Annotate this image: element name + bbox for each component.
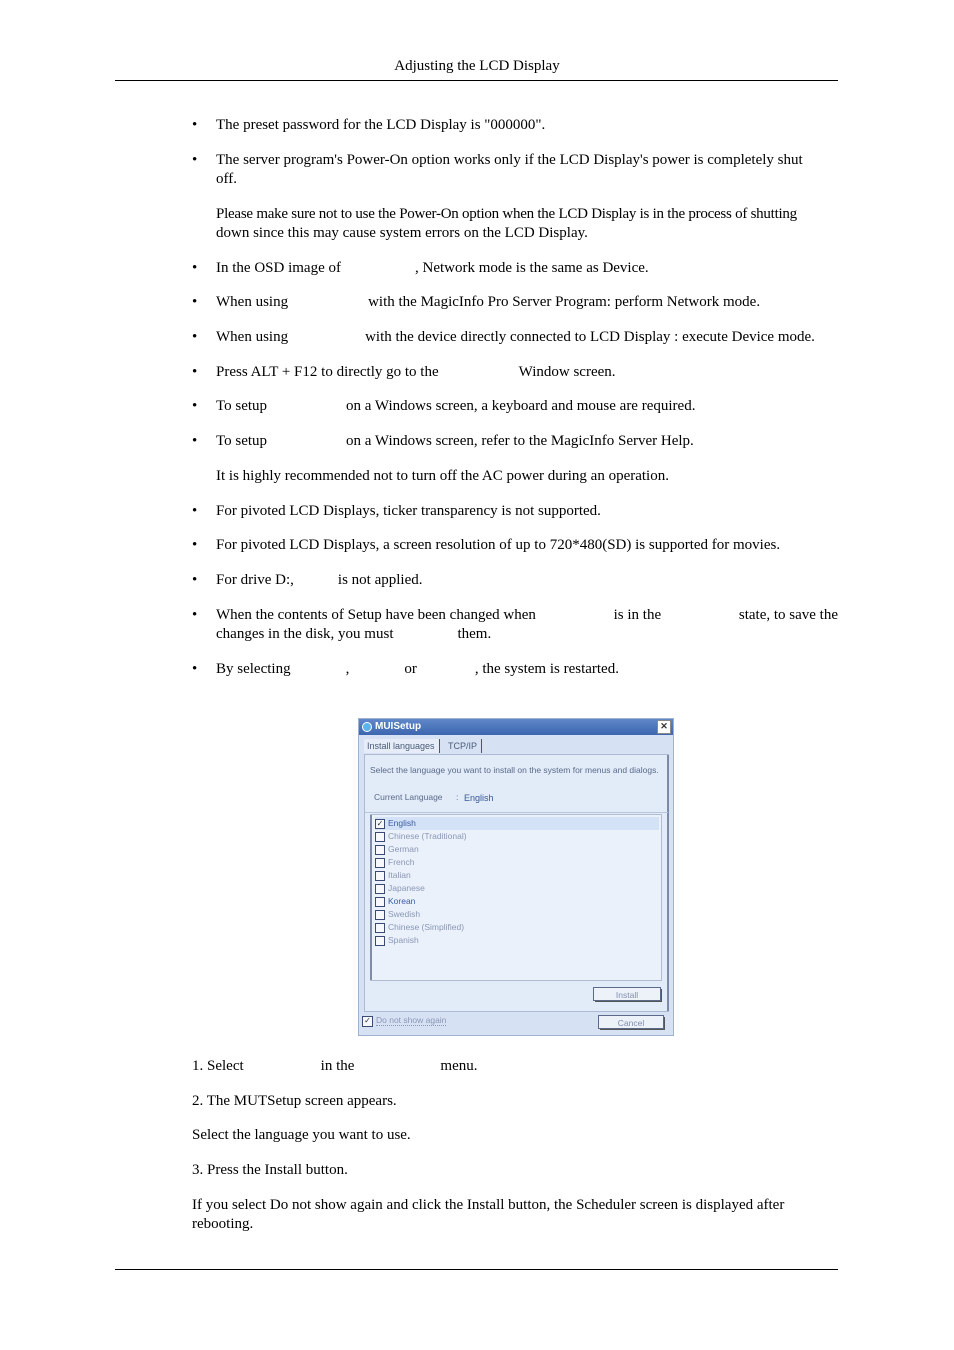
bullet-text [216, 328, 838, 347]
language-label: Chinese (Traditional) [388, 831, 467, 841]
install-button[interactable]: Install [593, 987, 661, 1001]
step-3: 3. Press the Install button. [192, 1162, 348, 1178]
text-part: menu. [440, 1058, 478, 1074]
bullet-line [216, 625, 838, 644]
text-part: When using [216, 294, 289, 310]
bullet-mark: • [192, 537, 198, 553]
language-list-item[interactable] [375, 843, 659, 856]
note-line: Please make sure not to use the Power-On option when the LCD Display is in the process of shutting [216, 206, 797, 222]
bullet-text: For pivoted LCD Displays, ticker transparency is not supported. [216, 503, 601, 519]
text-part: By selecting [216, 661, 291, 677]
language-label: Chinese (Simplified) [388, 922, 465, 932]
bullet-text [216, 151, 838, 189]
current-language-value: English [464, 793, 494, 803]
step-1 [192, 1057, 477, 1076]
language-label: Spanish [388, 935, 419, 945]
text-part: on a Windows screen, a keyboard and mouse are required. [346, 398, 696, 414]
bullet-text [216, 259, 838, 278]
language-list-item[interactable] [375, 869, 659, 882]
text-part: in the [320, 1058, 355, 1074]
note-line: down since this may cause system errors on the LCD Display. [216, 225, 588, 241]
text-part: changes in the disk, you must [216, 626, 394, 642]
globe-icon [362, 722, 372, 732]
bullet-text [216, 571, 838, 590]
language-checkbox[interactable] [375, 884, 385, 894]
language-label: Swedish [388, 909, 421, 919]
bullet-mark: • [192, 260, 198, 276]
step-4 [192, 1196, 838, 1234]
language-checkbox[interactable] [375, 897, 385, 907]
language-label: English [388, 818, 416, 828]
tab-install-languages[interactable]: Install languages [364, 739, 440, 753]
text-part: on a Windows screen, refer to the MagicInfo Server Help. [346, 433, 694, 449]
bullet-line: off. [216, 171, 237, 187]
bullet-mark: • [192, 398, 198, 414]
text-part: them. [457, 626, 492, 642]
do-not-show-checkbox[interactable] [362, 1016, 373, 1027]
bullet-mark: • [192, 364, 198, 380]
language-list-item[interactable] [375, 934, 659, 947]
bullet-text: The preset password for the LCD Display is "000000". [216, 117, 546, 133]
language-checkbox[interactable]: ✓ [376, 819, 384, 828]
footer-rule [115, 1269, 838, 1270]
note-paragraph: It is highly recommended not to turn off the AC power during an operation. [216, 468, 669, 484]
bullet-text [216, 660, 838, 679]
step-4-line: rebooting. [192, 1216, 254, 1232]
bullet-line: The server program's Power-On option works only if the LCD Display's power is completely shut [216, 152, 803, 168]
language-list[interactable] [370, 814, 662, 981]
tab-tcpip[interactable]: TCP/IP [445, 739, 482, 753]
muisetup-dialog [358, 718, 674, 1036]
language-label: Italian [388, 870, 411, 880]
close-icon[interactable]: ✕ [657, 720, 671, 734]
tab-panel [364, 754, 669, 1012]
text-part: When the contents of Setup have been changed when [216, 607, 536, 623]
language-list-item[interactable] [375, 895, 659, 908]
language-checkbox[interactable] [375, 923, 385, 933]
check-icon: ✓ [364, 1016, 371, 1025]
note-paragraph [216, 205, 838, 243]
bullet-mark: • [192, 503, 198, 519]
header-rule [115, 80, 838, 81]
language-list-item[interactable] [375, 830, 659, 843]
text-part: with the device directly connected to LCD Display : execute Device mode. [365, 329, 815, 345]
bullet-line [216, 606, 838, 625]
language-list-item[interactable] [375, 908, 659, 921]
language-list-item[interactable] [375, 921, 659, 934]
dialog-title: MUISetup [375, 721, 422, 732]
text-part: In the OSD image of [216, 260, 341, 276]
bullet-item [192, 606, 838, 646]
language-checkbox[interactable] [375, 871, 385, 881]
language-list-item[interactable] [375, 856, 659, 869]
language-checkbox[interactable] [375, 910, 385, 920]
bullet-mark: • [192, 661, 198, 677]
text-part: with the MagicInfo Pro Server Program: perform Network mode. [368, 294, 761, 310]
divider [365, 812, 668, 813]
bullet-text [216, 293, 838, 312]
text-part: is not applied. [337, 572, 423, 588]
step-2-detail: Select the language you want to use. [192, 1127, 411, 1143]
step-2: 2. The MUTSetup screen appears. [192, 1093, 397, 1109]
instruction-text: Select the language you want to install on the system for menus and dialogs. [370, 765, 659, 775]
text-part: To setup [216, 398, 268, 414]
language-list-item[interactable] [375, 817, 659, 830]
bullet-mark: • [192, 152, 198, 168]
cancel-button[interactable]: Cancel [598, 1015, 664, 1029]
text-part: For drive D:, [216, 572, 294, 588]
text-part: Window screen. [518, 364, 616, 380]
text-part: is in the [613, 607, 662, 623]
language-checkbox[interactable] [375, 858, 385, 868]
dialog-titlebar [359, 719, 673, 735]
bullet-mark: • [192, 433, 198, 449]
do-not-show-label[interactable]: Do not show again [376, 1015, 447, 1025]
current-language-separator: : [456, 792, 459, 802]
text-part: , the system is restarted. [474, 661, 619, 677]
language-label: Korean [388, 896, 416, 906]
bullet-text [216, 606, 838, 644]
bullet-mark: • [192, 607, 198, 623]
bullet-mark: • [192, 117, 198, 133]
language-list-item[interactable] [375, 882, 659, 895]
bullet-text: For pivoted LCD Displays, a screen resolution of up to 720*480(SD) is supported for movies. [216, 537, 781, 553]
bullet-text [216, 432, 838, 451]
bullet-text [216, 397, 838, 416]
text-part: Press ALT + F12 to directly go to the [216, 364, 439, 380]
language-checkbox[interactable] [375, 936, 385, 946]
text-part: state, to save the [738, 607, 838, 623]
language-checkbox[interactable] [375, 845, 385, 855]
text-part: To setup [216, 433, 268, 449]
text-part: or [404, 661, 417, 677]
text-part: , [345, 661, 350, 677]
bullet-mark: • [192, 294, 198, 310]
bullet-mark: • [192, 572, 198, 588]
bullet-text [216, 363, 838, 382]
language-label: Japanese [388, 883, 425, 893]
bullet-mark: • [192, 329, 198, 345]
page-header-title: Adjusting the LCD Display [394, 58, 560, 74]
language-label: French [388, 857, 415, 867]
language-checkbox[interactable] [375, 832, 385, 842]
language-label: German [388, 844, 419, 854]
text-part: 1. Select [192, 1058, 244, 1074]
bullet-item [192, 151, 838, 191]
step-4-line: If you select Do not show again and click the Install button, the Scheduler screen is displayed after [192, 1197, 785, 1213]
current-language-label: Current Language [374, 792, 443, 802]
text-part: , Network mode is the same as Device. [414, 260, 649, 276]
text-part: When using [216, 329, 289, 345]
